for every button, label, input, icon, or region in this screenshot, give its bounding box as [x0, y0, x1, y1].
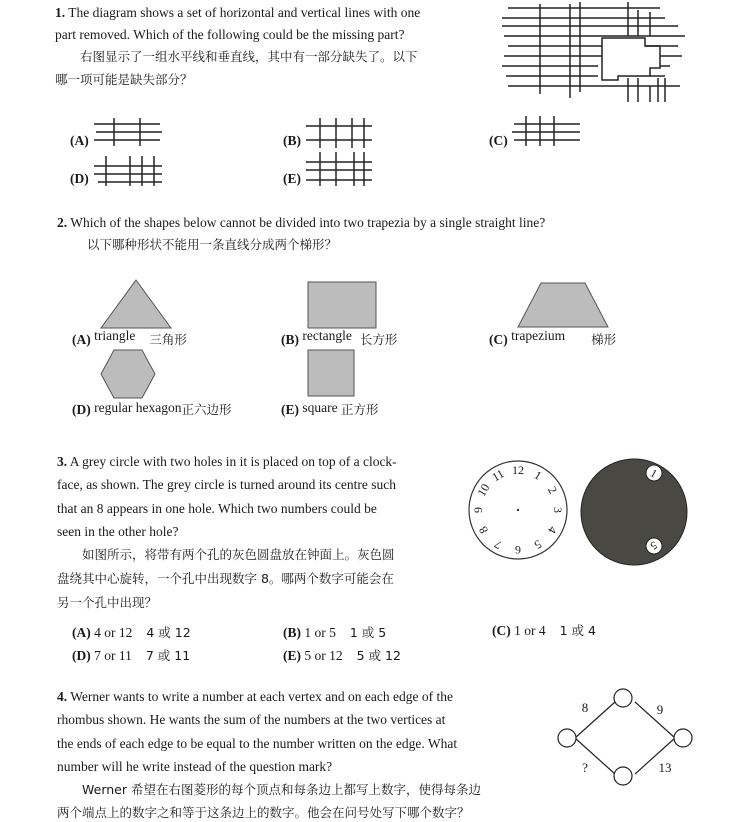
- q3-option-c[interactable]: [492, 621, 596, 639]
- q1-option-d[interactable]: [70, 171, 89, 187]
- q2-option-e-en: square: [302, 400, 338, 415]
- clock-number: 12: [512, 463, 524, 477]
- q2-option-b-en: rectangle: [302, 328, 352, 343]
- q1-option-a[interactable]: [70, 133, 89, 149]
- q3-option-b[interactable]: [283, 623, 386, 641]
- q1-option-e-label: (E): [283, 171, 301, 186]
- q1-grid-figure: [500, 2, 695, 107]
- q2-number: 2.: [57, 215, 68, 230]
- clock-number: 8: [475, 523, 491, 537]
- q3-hole-1-number: 1: [648, 467, 659, 481]
- q3-option-d-en: 7 or 11: [94, 648, 132, 663]
- q1-option-a-label: (A): [70, 133, 89, 148]
- q3-grey-disk: [580, 458, 688, 566]
- q2-square-shape: [307, 349, 355, 397]
- clock-number: 7: [491, 537, 505, 553]
- clock-number: 4: [545, 523, 561, 537]
- q1-option-e-figure: [306, 152, 376, 186]
- q3-option-c-zh: 1 或 4: [559, 623, 596, 638]
- q3-option-a-label: (A): [72, 625, 91, 640]
- clock-number: 3: [551, 507, 565, 513]
- clock-number: 2: [545, 483, 561, 497]
- q3-option-e-zh: 5 或 12: [356, 648, 401, 663]
- q2-option-a-zh: 三角形: [149, 332, 187, 347]
- q4-en-3: the ends of each edge to be equal to the number written on the edge. What: [57, 736, 458, 751]
- clock-number: 10: [474, 481, 493, 499]
- q4-vertex-bottom: [614, 767, 632, 785]
- clock-number: 5: [531, 537, 545, 553]
- q1-en-2: part removed. Which of the following could be the missing part?: [55, 27, 405, 42]
- q3-option-d[interactable]: [72, 646, 190, 664]
- q4-rhombus-diagram: [555, 688, 695, 788]
- clock-number: 11: [489, 466, 507, 485]
- q4-en-4: number will he write instead of the question mark?: [57, 759, 333, 774]
- q2-option-d[interactable]: [72, 400, 231, 418]
- q1-number: 1.: [55, 5, 66, 20]
- q2-option-b-zh: 长方形: [359, 332, 398, 347]
- q2-option-b-label: (B): [281, 332, 299, 347]
- q3-option-e[interactable]: [283, 646, 401, 664]
- q2-option-d-zh: 正六边形: [181, 402, 232, 417]
- q2-text: [57, 214, 545, 232]
- q3-en-3: that an 8 appears in one hole. Which two numbers could be: [57, 501, 377, 516]
- q4-edge-label-bottom-right: 13: [658, 760, 672, 775]
- q3-option-a-en: 4 or 12: [94, 625, 133, 640]
- q1-option-d-figure: [94, 156, 164, 188]
- q3-zh-3: 另一个孔中出现？: [57, 595, 158, 610]
- q2-rectangle-shape: [307, 281, 377, 329]
- q4-vertex-left: [558, 729, 576, 747]
- q2-zh: 以下哪种形状不能用一条直线分成两个梯形？: [87, 237, 338, 252]
- q3-option-b-zh: 1 或 5: [349, 625, 387, 640]
- q3-hole-2-number: 5: [648, 538, 659, 552]
- q3-hole-2: [646, 538, 662, 554]
- q1-option-c-label: (C): [489, 133, 508, 148]
- q3-option-a[interactable]: [72, 623, 191, 641]
- q1-option-b[interactable]: [283, 133, 301, 149]
- q2-hexagon-shape: [100, 349, 156, 399]
- q2-option-c-label: (C): [489, 332, 508, 347]
- q2-option-c-en: trapezium: [511, 328, 566, 343]
- q3-option-c-label: (C): [492, 623, 511, 638]
- q4-en-2: rhombus shown. He wants the sum of the numbers at the two vertices at: [57, 712, 446, 727]
- q2-triangle-shape: [100, 279, 172, 329]
- q3-en-4: seen in the other hole?: [57, 524, 179, 539]
- q4-vertex-right: [674, 729, 692, 747]
- q1-text-line-1: [55, 4, 420, 22]
- q1-option-c[interactable]: [489, 133, 508, 149]
- q2-option-d-en: regular hexagon: [94, 400, 182, 415]
- clock-number: 9: [471, 507, 485, 513]
- q1-option-b-figure: [306, 118, 376, 150]
- q4-en-1: [57, 688, 453, 706]
- q1-option-c-figure: [512, 116, 582, 148]
- q4-edge-label-top-right: 9: [656, 702, 664, 717]
- q3-option-b-label: (B): [283, 625, 301, 640]
- q4-zh-1: Werner 希望在右图菱形的每个顶点和每条边上都写上数字，使得每条边: [82, 782, 481, 797]
- q2-option-e[interactable]: [281, 400, 379, 418]
- q1-en-1: The diagram shows a set of horizontal and vertical lines with one: [68, 5, 421, 20]
- q3-en-2: face, as shown. The grey circle is turned around its centre such: [57, 477, 397, 492]
- q3-option-e-en: 5 or 12: [304, 648, 343, 663]
- q4-vertex-top: [614, 689, 632, 707]
- q4-zh-2: 两个端点上的数字之和等于这条边上的数字。他会在问号处写下哪个数字？: [57, 805, 470, 820]
- q2-en: Which of the shapes below cannot be divided into two trapezia by a single straight line?: [70, 215, 546, 230]
- q2-option-e-label: (E): [281, 402, 299, 417]
- q2-option-e-zh: 正方形: [340, 402, 379, 417]
- q2-option-b[interactable]: [281, 330, 397, 348]
- q1-zh-1: 右图显示了一组水平线和垂直线，其中有一部分缺失了。以下: [80, 49, 418, 64]
- q4-edge-label-top-left: 8: [581, 700, 589, 715]
- q3-hole-1: [646, 465, 662, 481]
- q4-number: 4.: [57, 689, 68, 704]
- q3-option-d-label: (D): [72, 648, 91, 663]
- q2-option-a-label: (A): [72, 332, 91, 347]
- q3-option-e-label: (E): [283, 648, 301, 663]
- clock-number: 1: [531, 467, 545, 483]
- q1-option-e[interactable]: [283, 171, 301, 187]
- q1-option-d-label: (D): [70, 171, 89, 186]
- q3-option-a-zh: 4 或 12: [146, 625, 191, 640]
- q2-option-a-en: triangle: [94, 328, 136, 343]
- q2-option-c[interactable]: [489, 330, 616, 348]
- q2-trapezium-shape: [517, 282, 609, 328]
- q4-edge-label-bottom-left: ?: [582, 760, 588, 775]
- q3-option-b-en: 1 or 5: [304, 625, 336, 640]
- q3-zh-1: 如图所示，将带有两个孔的灰色圆盘放在钟面上。灰色圆: [82, 547, 395, 562]
- q3-option-c-en: 1 or 4: [514, 623, 546, 638]
- q3-number: 3.: [57, 454, 68, 469]
- q1-option-a-figure: [94, 118, 164, 150]
- q3-en-1: [57, 453, 397, 471]
- q3-en-1-text: A grey circle with two holes in it is placed on top of a clock-: [69, 454, 397, 469]
- q1-option-b-label: (B): [283, 133, 301, 148]
- q3-option-d-zh: 7 或 11: [145, 648, 191, 663]
- q2-option-a[interactable]: [72, 330, 187, 348]
- q3-zh-2: 盘绕其中心旋转，一个孔中出现数字 8。哪两个数字可能会在: [57, 571, 394, 586]
- q2-option-c-zh: 梯形: [591, 332, 617, 347]
- clock-number: 6: [515, 543, 521, 557]
- q2-option-d-label: (D): [72, 402, 91, 417]
- q1-zh-2: 哪一项可能是缺失部分？: [55, 72, 193, 87]
- q3-clock-face: [466, 458, 570, 562]
- q4-en-1-text: Werner wants to write a number at each vertex and on each edge of the: [70, 689, 454, 704]
